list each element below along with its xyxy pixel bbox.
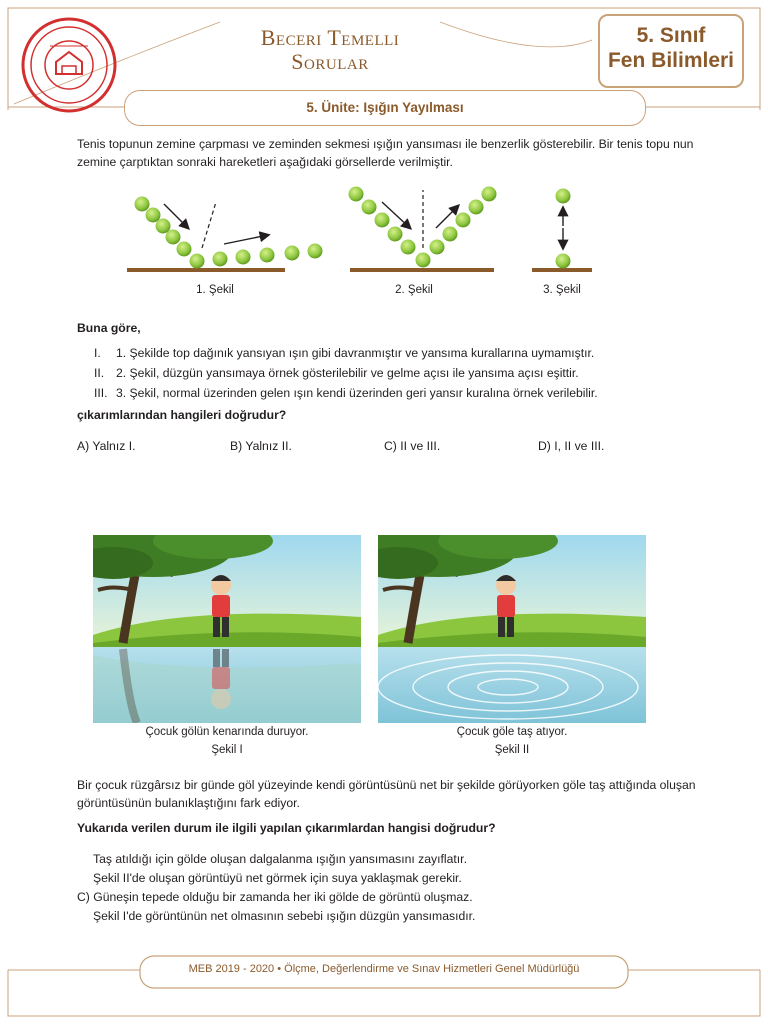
statement-2-text: 2. Şekil, düzgün yansımaya örnek gösterilebilir ve gelme açısı ile yansıma açısı eşittir.	[116, 366, 579, 380]
statement-3-num: III.	[94, 386, 108, 400]
lake-scene-1	[93, 535, 361, 723]
q2-option-2[interactable]: Şekil II'de oluşan görüntüyü net görmek için suya yaklaşmak gerekir.	[93, 871, 462, 885]
figure-3	[532, 189, 592, 273]
meb-logo	[20, 16, 118, 114]
q2-option-1[interactable]: Taş atıldığı için gölde oluşan dalgalanma ışığın yansımasını zayıflatır.	[93, 852, 467, 866]
tennis-figures	[120, 182, 600, 282]
scene-1-label: Şekil I	[211, 744, 243, 756]
footer-text: MEB 2019 - 2020 • Ölçme, Değerlendirme ve Sınav Hizmetleri Genel Müdürlüğü	[188, 963, 580, 975]
header-title-line2: Sorular	[291, 49, 369, 74]
q1-lead: Buna göre,	[77, 321, 141, 335]
q2-option-4[interactable]: Şekil I'de görüntünün net olmasının sebebi ışığın düzgün yansımasıdır.	[93, 909, 476, 923]
statement-1-text: 1. Şekilde top dağınık yansıyan ışın gibi davranmıştır ve yansıma kurallarına uymamıştır.	[116, 346, 595, 360]
figure-3-caption: 3. Şekil	[543, 284, 581, 296]
q1-option-d[interactable]: D) I, II ve III.	[538, 439, 605, 453]
figure-2-caption: 2. Şekil	[395, 284, 433, 296]
grade-label: 5. Sınıf	[636, 24, 706, 47]
q2-option-3[interactable]: C) Güneşin tepede olduğu bir zamanda her iki gölde de görüntü oluşmaz.	[77, 890, 473, 904]
subject-label: Fen Bilimleri	[607, 49, 735, 72]
grade-box	[598, 14, 744, 88]
lake-scene-2	[378, 535, 646, 723]
figure-1	[127, 197, 323, 273]
figure-1-caption: 1. Şekil	[196, 284, 234, 296]
header-title	[230, 26, 430, 74]
q1-question: çıkarımlarından hangileri doğrudur?	[77, 408, 287, 422]
figure-2	[349, 187, 497, 273]
q2-intro: Bir çocuk rüzgârsız bir günde göl yüzeyinde kendi görüntüsünü net bir şekilde görüyorken göle taş attığında oluşan görüntüsünün bulanıklaştığını fark ediyor.	[77, 778, 696, 810]
header-title-line1: Beceri Temelli	[260, 25, 400, 50]
unit-title: 5. Ünite: Işığın Yayılması	[124, 90, 646, 126]
scene-1-caption: Çocuk gölün kenarında duruyor.	[145, 726, 309, 738]
statement-1-num: I.	[94, 346, 101, 360]
scene-2-caption: Çocuk göle taş atıyor.	[456, 726, 568, 738]
statement-2-num: II.	[94, 366, 105, 380]
q1-intro: Tenis topunun zemine çarpması ve zeminden sekmesi ışığın yansıması ile benzerlik gösterebilir. Bir tenis topu nun zemine çarptıktan sonraki hareketleri aşağıdaki görsellerde verilmiştir.	[77, 137, 694, 169]
q1-option-a[interactable]: A) Yalnız I.	[77, 439, 136, 453]
q1-option-b[interactable]: B) Yalnız II.	[230, 439, 292, 453]
q2-question: Yukarıda verilen durum ile ilgili yapılan çıkarımlardan hangisi doğrudur?	[77, 821, 496, 835]
statement-3-text: 3. Şekil, normal üzerinden gelen ışın kendi üzerinden geri yansır kuralına örnek verilebilir.	[116, 386, 598, 400]
q1-option-c[interactable]: C) II ve III.	[384, 439, 441, 453]
scene-2-label: Şekil II	[494, 744, 530, 756]
